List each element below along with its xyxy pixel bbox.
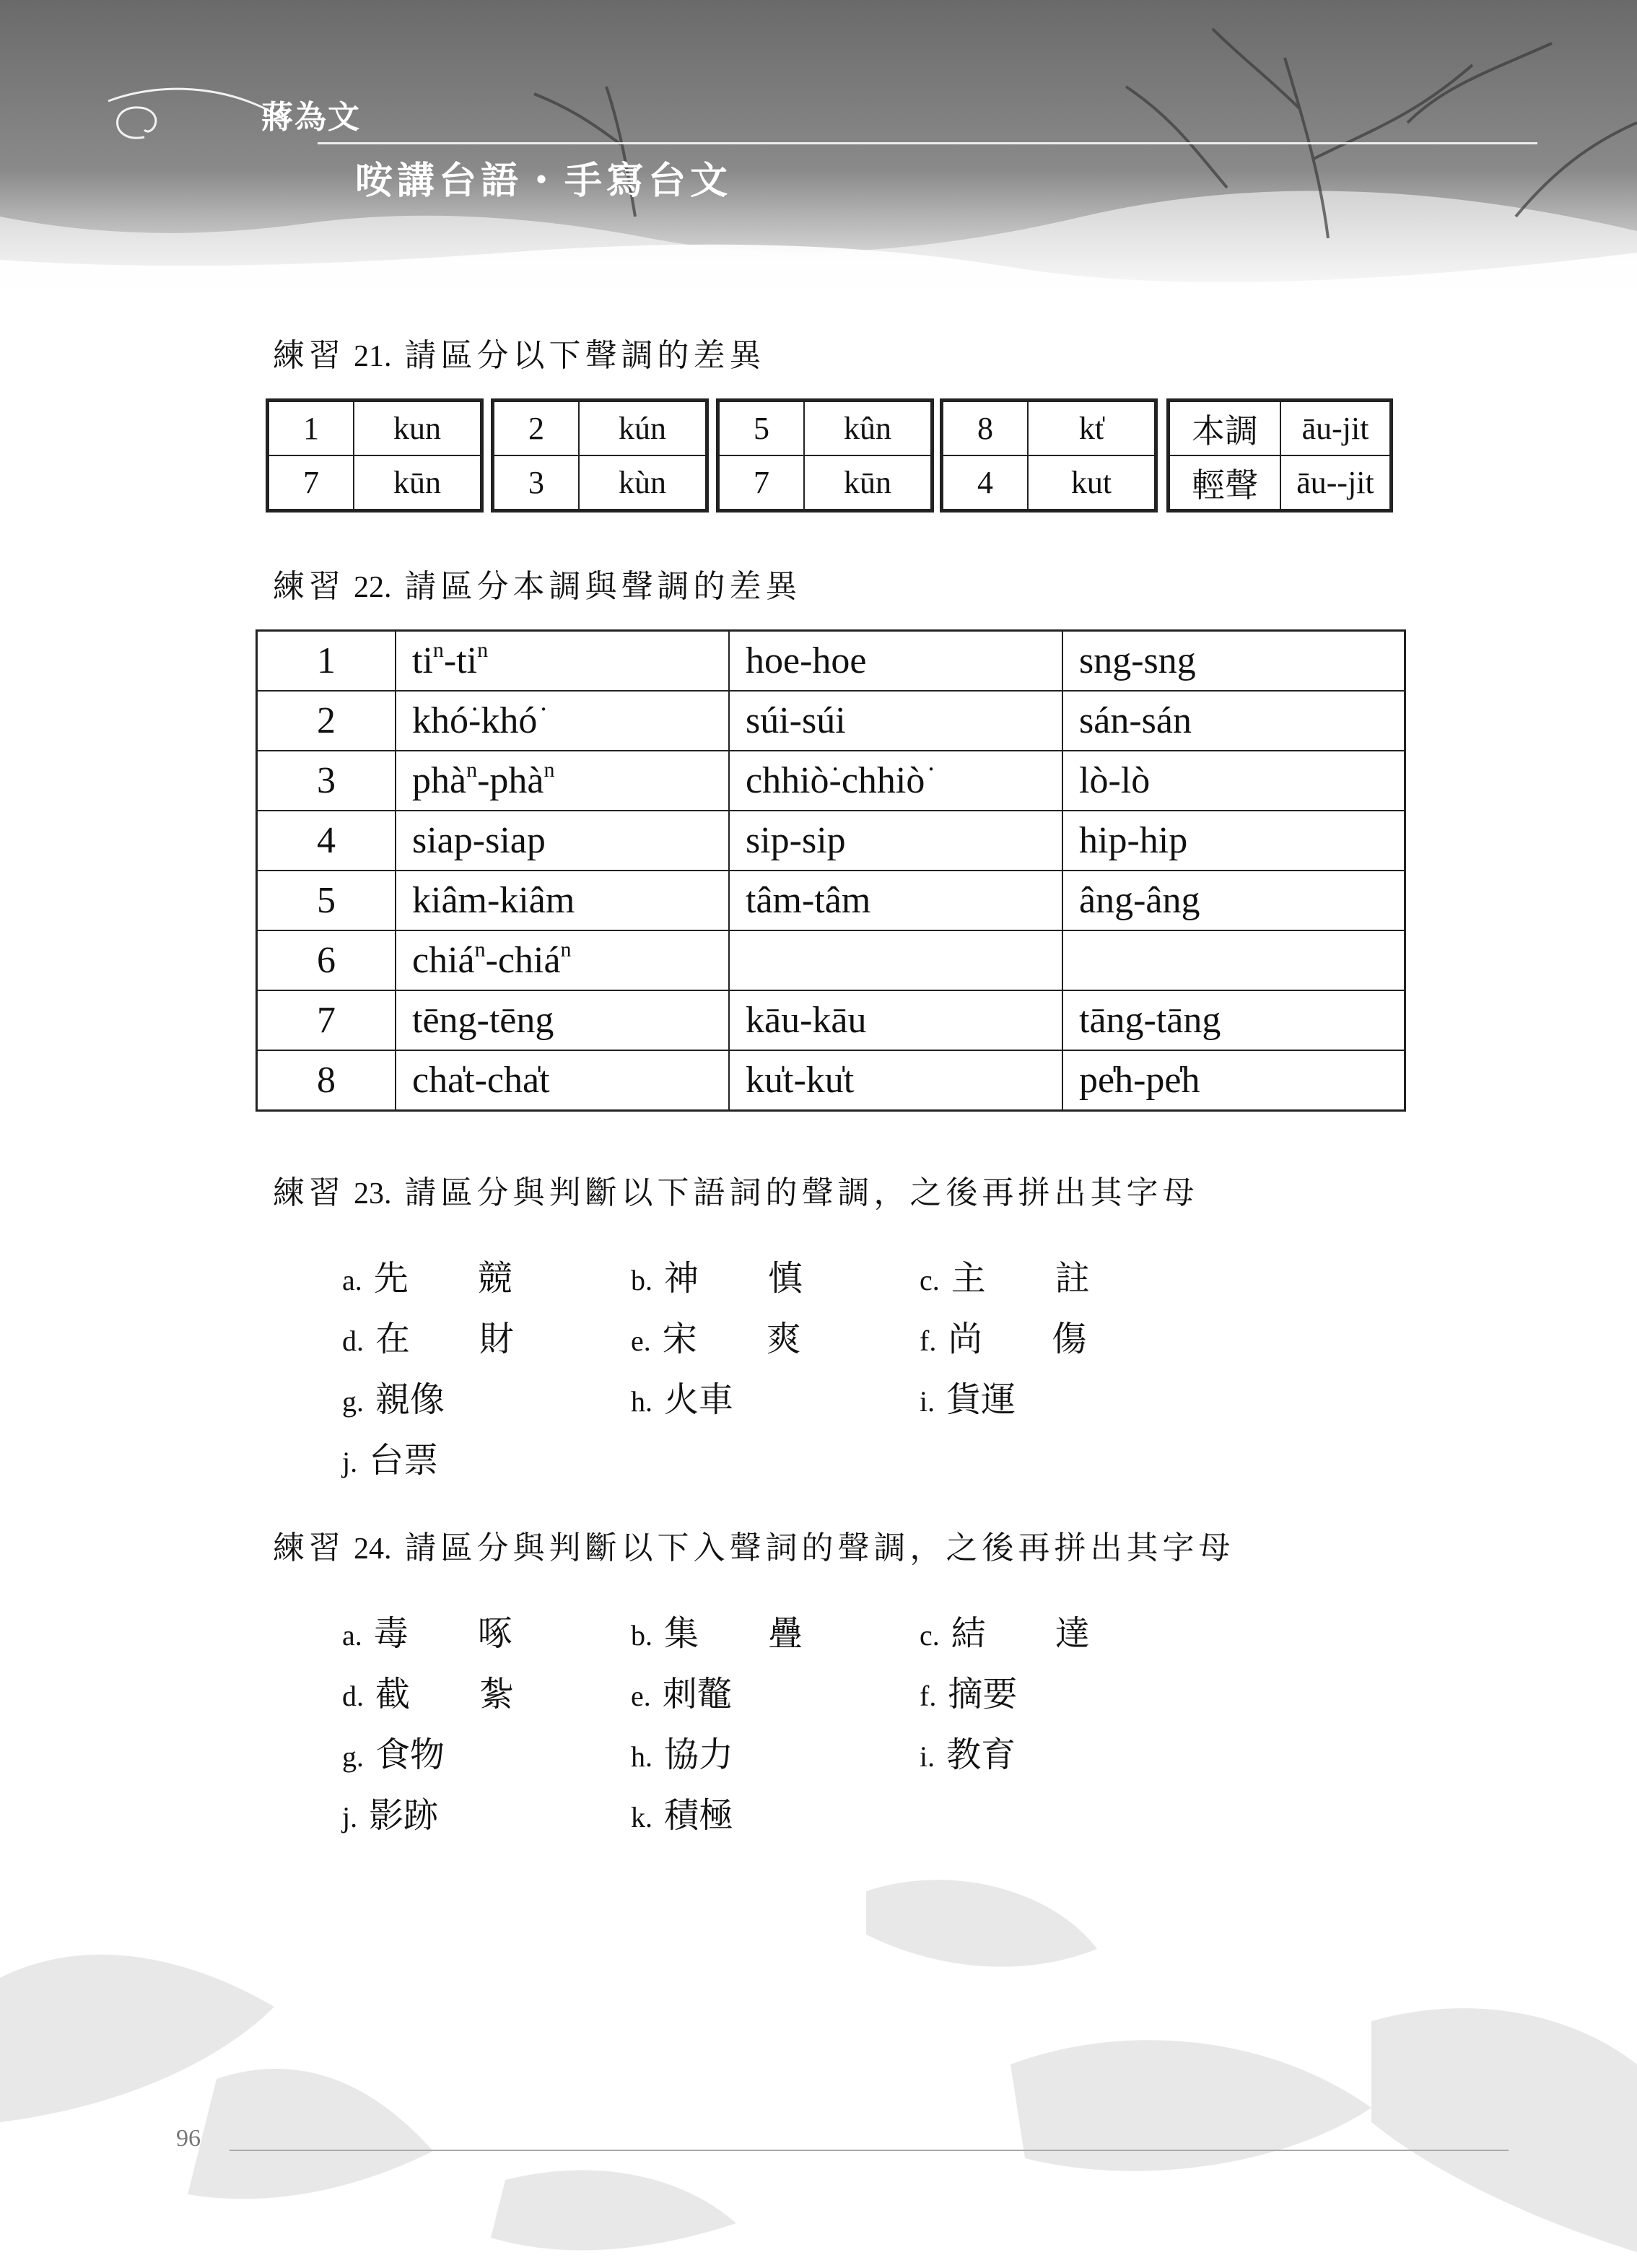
table-row: 7 tēng-tēng kāu-kāu tāng-tāng (257, 990, 1405, 1050)
author-name: 蔣為文 (261, 99, 361, 136)
list-item: f. 摘要 (920, 1674, 1018, 1714)
list-item: b. 集 疊 (631, 1613, 803, 1654)
list-item: k. 積極 (631, 1795, 734, 1836)
tone-table-group-3: 5 kûn 7 kūn (716, 398, 934, 513)
list-item: g. 食物 (342, 1735, 445, 1775)
tone-table-group-4: 8 kt̍ 4 kut (940, 398, 1158, 513)
exercise-title: 請區分與判斷以下入聲詞的聲調，之後再拼出其字母 (404, 1530, 1235, 1566)
table-row: 5 kiâm-kiâm tâm-tâm âng-âng (257, 871, 1405, 930)
list-item: d. 在 財 (342, 1319, 515, 1359)
list-item: c. 主 註 (920, 1258, 1090, 1299)
exercise-title: 請區分以下聲調的差異 (404, 337, 766, 374)
exercise-number: 23. (354, 1177, 392, 1211)
page-number: 96 (176, 2125, 201, 2152)
table-row: 6 chiá$^n$-chiá$^n$ (257, 930, 1405, 990)
list-item: f. 尚 傷 (920, 1319, 1087, 1359)
tone-table-group-2: 2 kún 3 kùn (491, 398, 709, 513)
exercise-title: 請區分本調與聲調的差異 (404, 568, 802, 605)
exercise-label: 練習 (273, 1530, 345, 1566)
list-item: g. 親像 (342, 1379, 445, 1420)
list-item: a. 先 競 (342, 1258, 512, 1299)
table-row: 2 khó͘-khó͘ súi-súi sán-sán (257, 691, 1405, 751)
list-item: i. 教育 (920, 1735, 1016, 1775)
exercise-label: 練習 (273, 568, 345, 605)
list-item: e. 宋 爽 (631, 1319, 801, 1359)
exercise-24-heading (273, 1522, 1235, 1568)
list-item: e. 刺鼇 (631, 1674, 732, 1714)
list-item: j. 影跡 (342, 1795, 439, 1836)
exercise-21-heading (273, 329, 766, 375)
list-item: d. 截 紮 (342, 1674, 515, 1714)
exercise-number: 21. (354, 340, 392, 373)
tone-table-group-1: 1 kun 7 kūn (266, 398, 484, 513)
list-item: c. 結 達 (920, 1613, 1090, 1654)
list-item: j. 台票 (342, 1440, 439, 1480)
list-item: a. 毒 啄 (342, 1613, 512, 1654)
header-ink-background (0, 0, 1637, 310)
exercise-23-heading (273, 1166, 1199, 1213)
exercise-number: 24. (354, 1532, 392, 1566)
list-item: i. 貨運 (920, 1379, 1016, 1420)
exercise-label: 練習 (273, 1174, 345, 1211)
exercise-number: 22. (354, 571, 392, 604)
tone-table-neutral-tone: 本調 āu-jit 輕聲 āu--jit (1166, 398, 1393, 513)
exercise-22-heading (273, 560, 802, 606)
list-item: h. 協力 (631, 1735, 734, 1775)
list-item: b. 神 慎 (631, 1258, 803, 1299)
footer-ink-background (0, 1848, 1637, 2268)
footer-divider (230, 2150, 1509, 2151)
table-row: 4 siap-siap sip-sip hip-hip (257, 811, 1405, 871)
exercise-title: 請區分與判斷以下語詞的聲調，之後再拼出其字母 (404, 1174, 1199, 1211)
list-item: h. 火車 (631, 1379, 734, 1420)
exercise-label: 練習 (273, 337, 345, 374)
table-row: 3 phà$^n$-phà$^n$ chhiò͘-chhiò͘ lò-lò (257, 751, 1405, 811)
book-title: 咹講台語・手寫台文 (355, 159, 733, 203)
table-row: 8 cha̍t-cha̍t ku̍t-ku̍t pe̍h-pe̍h (257, 1050, 1405, 1111)
table-row: 1 $ti^n-ti^n$ hoe-hoe sng-sng (257, 631, 1405, 692)
base-tone-table (256, 629, 1406, 1112)
